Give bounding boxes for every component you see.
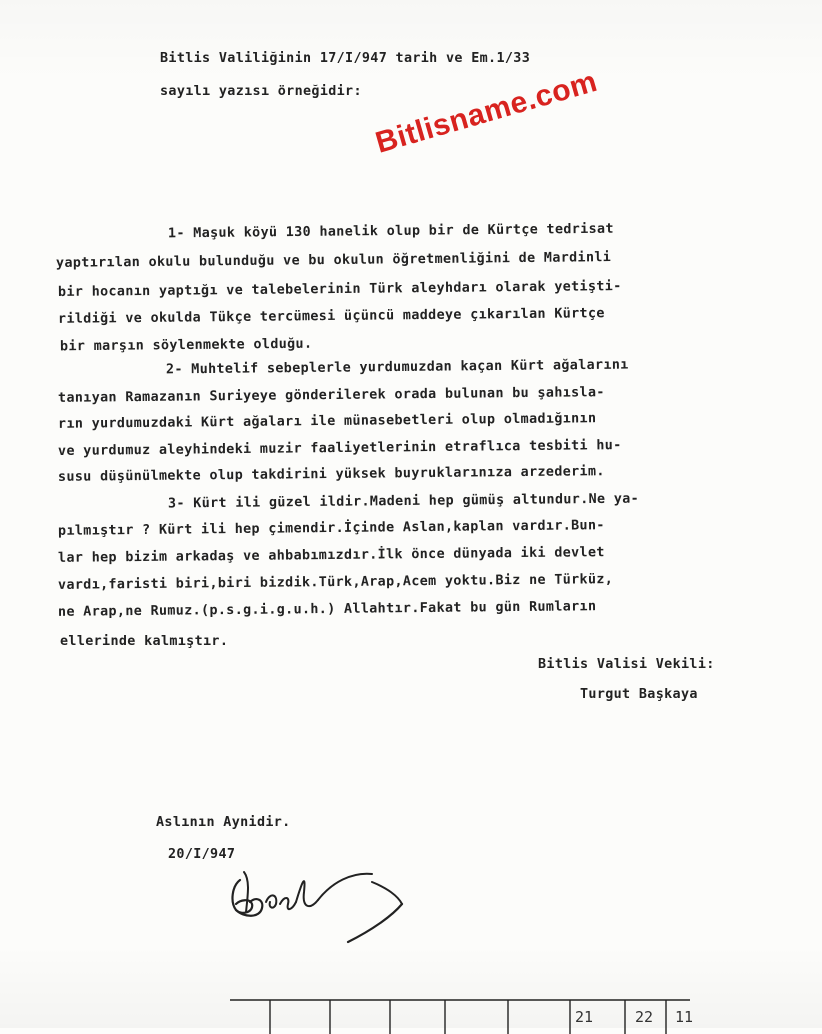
footer-table bbox=[230, 994, 690, 1034]
header-line-1: Bitlis Valiliğinin 17/I/947 tarih ve Em.1/33 bbox=[160, 51, 531, 66]
signatory-title: Bitlis Valisi Vekili: bbox=[538, 657, 715, 672]
paragraph-1-line-2: yaptırılan okulu bulunduğu ve bu okulun öğretmenliğini de Mardinli bbox=[55, 250, 612, 271]
paragraph-3-line-2: pılmıştır ? Kürt ili hep çimendir.İçinde Aslan,kaplan vardır.Bun- bbox=[57, 518, 605, 539]
header-line-2: sayılı yazısı örneğidir: bbox=[160, 84, 362, 99]
paragraph-3-line-6: ellerinde kalmıştır. bbox=[60, 634, 229, 649]
paragraph-2-line-5: susu düşünülmekte olup takdirini yüksek buyruklarınıza arzederim. bbox=[57, 464, 605, 485]
certification-date: 20/I/947 bbox=[168, 847, 236, 862]
paragraph-3-line-1: 3- Kürt ili güzel ildir.Madeni hep gümüş altundur.Ne ya- bbox=[167, 491, 640, 512]
paragraph-1-line-1: 1- Maşuk köyü 130 hanelik olup bir de Kürtçe tedrisat bbox=[167, 221, 614, 242]
watermark: Bitlisname.com bbox=[372, 64, 601, 160]
paragraph-2-line-2: tanıyan Ramazanın Suriyeye gönderilerek orada bulunan bu şahısla- bbox=[57, 385, 605, 406]
paragraph-2-line-4: ve yurdumuz aleyhindeki muzir faaliyetlerinin etraflıca tesbiti hu- bbox=[57, 438, 622, 459]
paragraph-1-line-3: bir hocanın yaptığı ve talebelerinin Türk aleyhdarı olarak yetişti- bbox=[57, 279, 622, 300]
handwritten-signature bbox=[222, 852, 422, 952]
paragraph-3-line-4: vardı,faristi biri,biri bizdik.Türk,Arap,Acem yoktu.Biz ne Türküz, bbox=[57, 572, 614, 593]
paragraph-1-line-5: bir marşın söylenmekte olduğu. bbox=[59, 336, 313, 355]
paragraph-2-line-1: 2- Muhtelif sebeplerle yurdumuzdan kaçan Kürt ağalarını bbox=[165, 357, 629, 378]
paragraph-3-line-5: ne Arap,ne Rumuz.(p.s.g.i.g.u.h.) Allahtır.Fakat bu gün Rumların bbox=[57, 599, 597, 620]
signatory-name: Turgut Başkaya bbox=[580, 687, 698, 702]
footer-cell-1: 21 bbox=[575, 1008, 594, 1026]
footer-cell-3: 11 bbox=[675, 1008, 694, 1026]
footer-cell-2: 22 bbox=[635, 1008, 654, 1026]
certification-text: Aslının Aynidir. bbox=[156, 815, 291, 830]
paragraph-3-line-3: lar hep bizim arkadaş ve ahbabımızdır.İlk önce dünyada iki devlet bbox=[57, 545, 605, 566]
paragraph-1-line-4: rildiği ve okulda Tükçe tercümesi üçüncü maddeye çıkarılan Kürtçe bbox=[57, 306, 605, 327]
paragraph-2-line-3: rın yurdumuzdaki Kürt ağaları ile münasebetleri olup olmadığının bbox=[57, 411, 597, 432]
